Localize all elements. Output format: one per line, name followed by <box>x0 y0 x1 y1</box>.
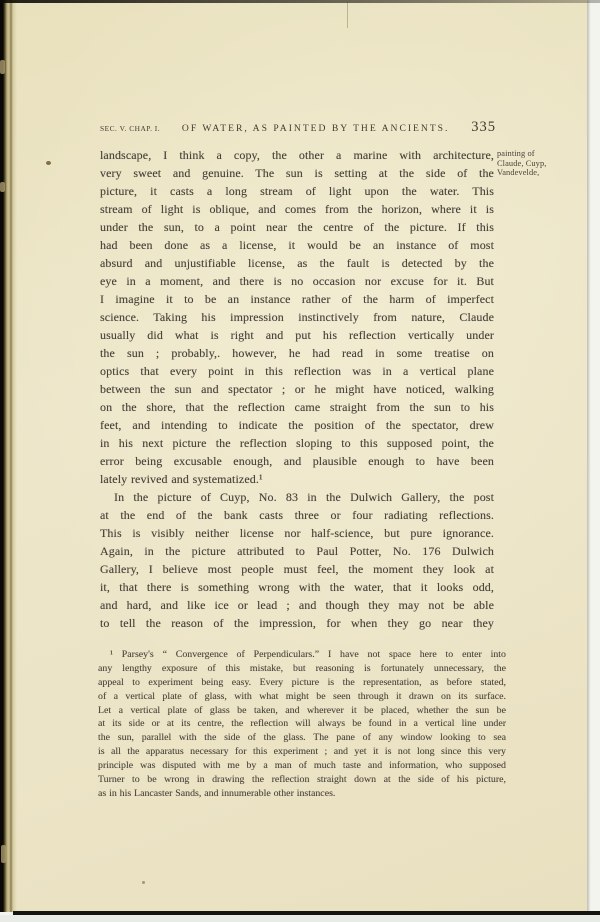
binding-wear-mark <box>0 182 5 192</box>
text-line: principle was disputed with me by a man of much taste and information, who supposed <box>98 760 506 772</box>
binding-wear-mark <box>0 60 5 74</box>
text-line: is all the apparatus necessary for this experiment ; and yet it is not long since this very <box>98 746 506 758</box>
text-line: This is visibly neither license nor half-science, but pure ignorance. <box>100 526 494 540</box>
foxing-speck <box>142 881 145 884</box>
text-line: the sun ; probably,. however, he had read in some treatise on <box>100 346 494 360</box>
text-line: eye in a moment, and there is no occasion nor excuse for it. But <box>100 274 494 288</box>
text-line: had been done as a license, it would be an instance of most <box>100 238 494 252</box>
text-line: appeal to experiment being easy. Every picture is the representation, as before stated, <box>98 676 506 688</box>
text-line: stream of light is oblique, and comes from the horizon, where it is <box>100 202 494 216</box>
text-line: Again, in the picture attributed to Paul Potter, No. 176 Dulwich <box>100 544 494 558</box>
text-line: In the picture of Cuyp, No. 83 in the Dulwich Gallery, the post <box>114 490 494 504</box>
book-page <box>10 0 587 912</box>
book-binding-edge <box>0 0 17 912</box>
margin-note <box>497 149 585 178</box>
text-line: Claude, Cuyp, <box>497 158 547 168</box>
text-line: at its side or at its centre, the reflection will always be found in a vertical line under <box>98 718 506 730</box>
text-line: between the sun and spectator ; or he might have noticed, walking <box>100 382 494 396</box>
binding-wear-mark <box>1 845 6 863</box>
text-line: Vandevelde, <box>497 168 540 178</box>
text-line: painting of <box>497 149 535 158</box>
text-line: usually did what is right and put his reflection vertically under <box>100 328 494 342</box>
scan-bottom-edge <box>13 911 600 915</box>
text-line: error being excusable enough, and plausible enough to have been <box>100 454 494 468</box>
text-line: Let a vertical plate of glass be taken, and wherever it be placed, whether the sun be <box>98 704 506 716</box>
text-line: of a vertical plate of glass, with what might be seen through it drawn on its surface. <box>98 690 506 702</box>
text-line: I imagine it to be an instance rather of the harm of imperfect <box>100 292 494 306</box>
text-line: science. Taking his impression instinctively from nature, Claude <box>100 310 494 324</box>
header-section-chapter: SEC. V. CHAP. I. <box>100 124 161 133</box>
paper-fiber-mark <box>347 2 348 28</box>
paragraph-2 <box>100 488 494 632</box>
text-line: to tell the reason of the impression, for when they go near they <box>100 616 494 630</box>
text-line: Gallery, I believe most people must feel, the moment they look at <box>100 562 494 576</box>
text-line: it, that there is something wrong with the water, that it looks odd, <box>100 580 494 594</box>
text-line: absurd and unjustifiable license, as the fault is detected by the <box>100 256 494 270</box>
text-line: Turner to be wrong in drawing the reflection straight down at the side of his picture, <box>98 774 506 786</box>
text-line: and hard, and like ice or lead ; and though they may not be able <box>100 598 494 612</box>
text-line: picture, it casts a long stream of light upon the water. This <box>100 184 494 198</box>
page-number: 335 <box>471 119 496 135</box>
text-line: any lengthy exposure of this mistake, but reasoning is fortunately unnecessary, the <box>98 662 506 674</box>
text-line: in his next picture the reflection sloping to this supposed point, the <box>100 436 494 450</box>
text-line: ¹ Parsey's “ Convergence of Perpendiculars.” I have not space here to enter into <box>110 649 506 660</box>
text-line: the sun, parallel with the side of the glass. The pane of any window looking to sea <box>98 732 506 744</box>
footnote <box>98 648 506 801</box>
text-line: optics that every point in this reflection was in a vertical plane <box>100 364 494 378</box>
text-line: under the sun, to a point near the centre of the picture. If this <box>100 220 494 234</box>
paragraph-1 <box>100 146 494 488</box>
text-line: very sweet and genuine. The sun is setting at the side of the <box>100 166 494 180</box>
text-line: at the end of the bank casts three or four radiating reflections. <box>100 508 494 522</box>
foxing-speck <box>46 161 51 165</box>
scan-top-edge <box>0 0 600 3</box>
text-line: feet, and intending to indicate the position of the spectator, drew <box>100 418 494 432</box>
header-title: OF WATER, AS PAINTED BY THE ANCIENTS. <box>181 123 450 134</box>
text-line: lately revived and systematized.¹ <box>100 472 263 486</box>
body-text <box>100 146 494 632</box>
running-header <box>100 119 496 136</box>
text-line: as in his Lancaster Sands, and innumerable other instances. <box>98 787 336 799</box>
text-line: landscape, I think a copy, the other a marine with architecture, <box>100 148 494 162</box>
text-line: on the shore, that the reflection came straight from the sun to his <box>100 400 494 414</box>
scanner-background <box>0 915 600 922</box>
